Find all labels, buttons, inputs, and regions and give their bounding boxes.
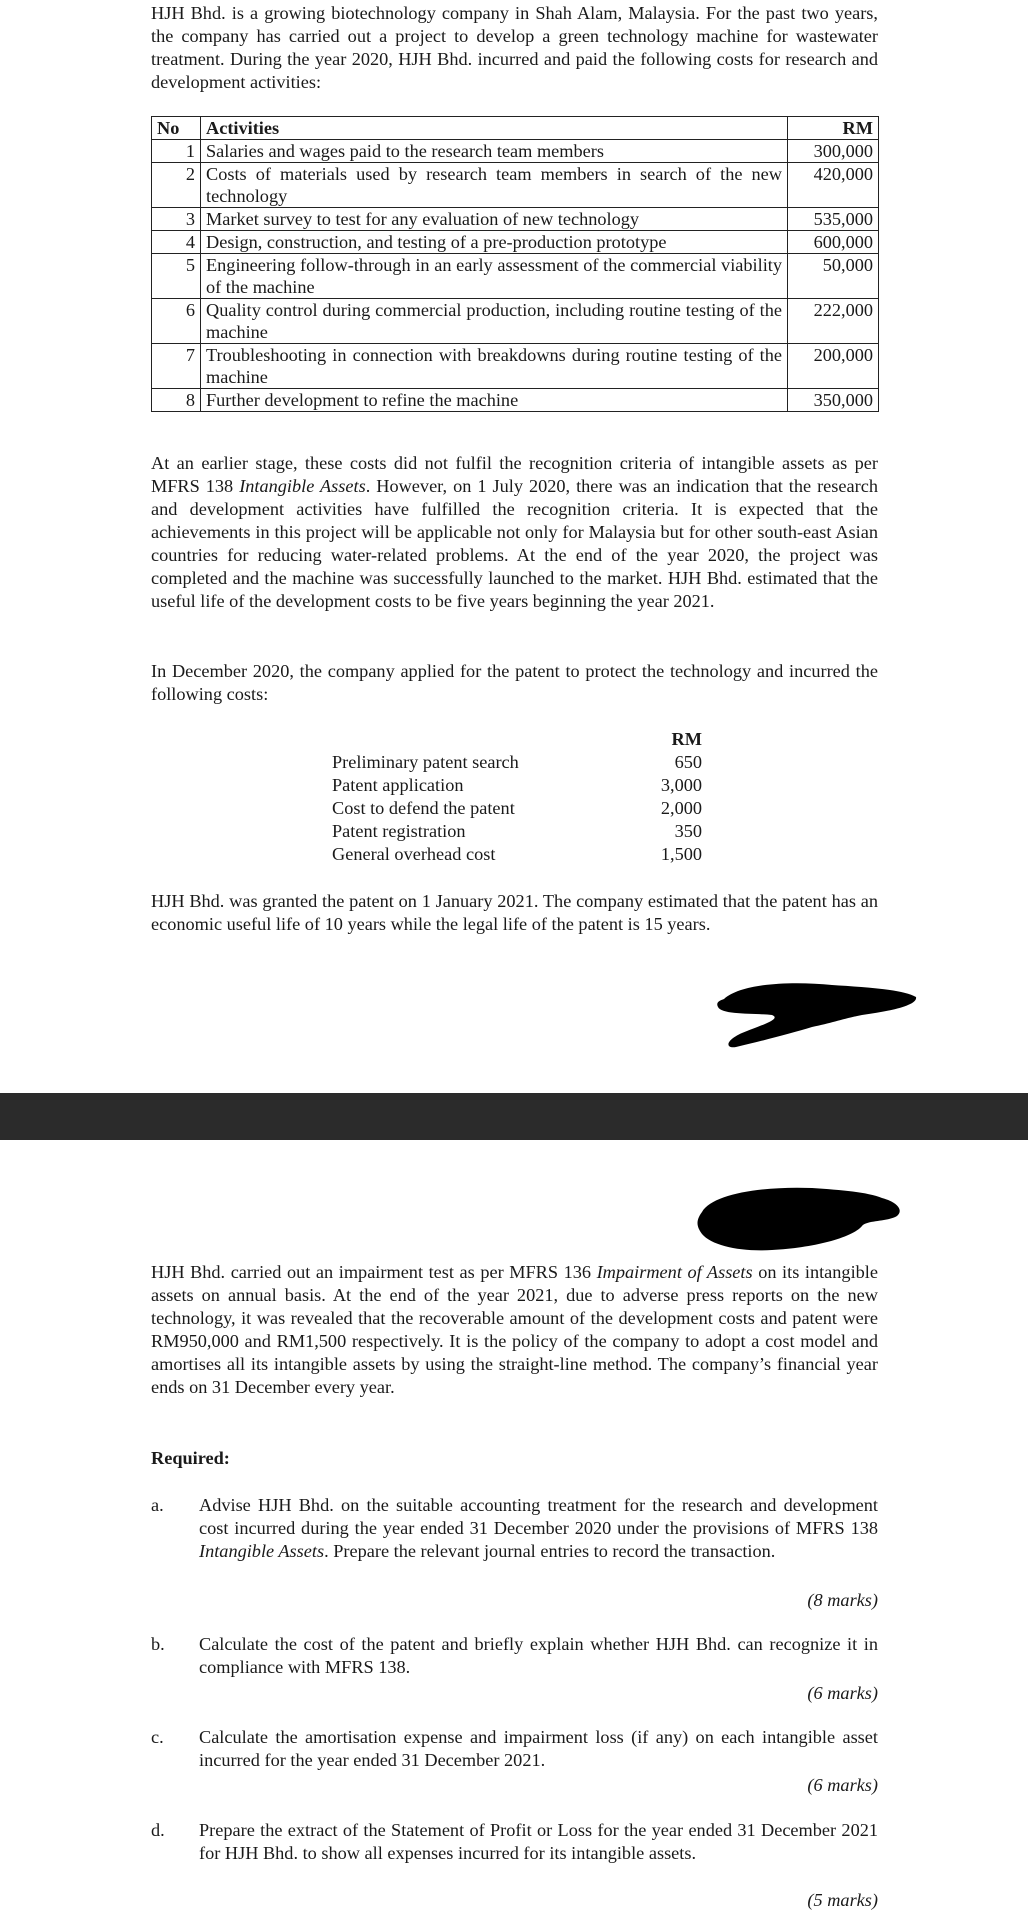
question-label: a.: [151, 1495, 164, 1515]
row-activity: Costs of materials used by research team members in search of the new technology: [201, 163, 788, 208]
question-label: b.: [151, 1634, 165, 1654]
row-activity: Market survey to test for any evaluation of new technology: [201, 208, 788, 231]
recognition-paragraph: At an earlier stage, these costs did not fulfil the recognition criteria of intangible assets as per MFRS 138 Intangible Assets. However, on 1 July 2020, there was an indication that the research and development activities have fulfilled the recognition criteria. It is expected that the achievements in this project will be applicable not only for Malaysia but for other south-east Asian countries for reducing water-related problems. At the end of the year 2020, the project was completed and the machine was successfully launched to the market. HJH Bhd. estimated that the useful life of the development costs to be five years beginning the year 2021.: [151, 453, 878, 611]
required-heading: Required:: [151, 1448, 230, 1468]
row-amount: 350,000: [788, 389, 879, 412]
table-row: [152, 231, 879, 254]
marks-b: (6 marks): [807, 1683, 878, 1703]
impairment-paragraph: HJH Bhd. carried out an impairment test as per MFRS 136 Impairment of Assets on its intangible assets on annual basis. At the end of the year 2021, due to adverse press reports on the new technology, it was revealed that the recoverable amount of the development costs and patent were RM950,000 and RM1,500 respectively. It is the policy of the company to adopt a cost model and amortises all its intangible assets by using the straight-line method. The company’s financial year ends on 31 December every year.: [151, 1262, 878, 1397]
patent-cost-list: [332, 728, 702, 866]
row-amount: 420,000: [788, 163, 879, 208]
row-amount: 50,000: [788, 254, 879, 299]
list-item: [332, 774, 702, 797]
patent-cost-label: Cost to defend the patent: [332, 798, 515, 818]
question-text: Prepare the extract of the Statement of Profit or Loss for the year ended 31 December 2021 for HJH Bhd. to show all expenses incurred for its intangible assets.: [199, 1820, 878, 1863]
row-activity: Engineering follow-through in an early assessment of the commercial viability of the machine: [201, 254, 788, 299]
marks-d: (5 marks): [807, 1890, 878, 1910]
row-amount: 600,000: [788, 231, 879, 254]
header-no: No: [152, 117, 201, 140]
question-label: c.: [151, 1727, 164, 1747]
question-label: d.: [151, 1820, 165, 1840]
list-item: [332, 797, 702, 820]
row-amount: 222,000: [788, 299, 879, 344]
row-no: 4: [152, 231, 201, 254]
patent-intro-paragraph: In December 2020, the company applied for the patent to protect the technology and incurred the following costs:: [151, 661, 878, 704]
patent-cost-label: Patent registration: [332, 821, 466, 841]
list-item: [332, 820, 702, 843]
table-row: [152, 208, 879, 231]
question-text: Advise HJH Bhd. on the suitable accounting treatment for the research and development cost incurred during the year ended 31 December 2020 under the provisions of MFRS 138 Intangible Assets. Prepare the relevant journal entries to record the transaction.: [199, 1495, 878, 1561]
table-row: [152, 140, 879, 163]
row-amount: 535,000: [788, 208, 879, 231]
header-rm: RM: [788, 117, 879, 140]
intro-paragraph: HJH Bhd. is a growing biotechnology company in Shah Alam, Malaysia. For the past two years, the company has carried out a project to develop a green technology machine for wastewater treatment. During the year 2020, HJH Bhd. incurred and paid the following costs for research and development activities:: [151, 3, 878, 92]
question-text: Calculate the amortisation expense and impairment loss (if any) on each intangible asset incurred for the year ended 31 December 2021.: [199, 1727, 878, 1770]
redaction-mark-bottom: [692, 1182, 907, 1257]
table-row: [152, 163, 879, 208]
row-activity: Quality control during commercial production, including routine testing of the machine: [201, 299, 788, 344]
patent-cost-amount: 2,000: [660, 798, 702, 818]
patent-cost-amount: 650: [674, 752, 702, 772]
standard-title: Impairment of Assets: [596, 1262, 753, 1282]
row-no: 3: [152, 208, 201, 231]
row-activity: Salaries and wages paid to the research team members: [201, 140, 788, 163]
table-row: [152, 299, 879, 344]
question-text: Calculate the cost of the patent and briefly explain whether HJH Bhd. can recognize it in compliance with MFRS 138.: [199, 1634, 878, 1677]
row-no: 6: [152, 299, 201, 344]
table-row: [152, 344, 879, 389]
list-item: [332, 843, 702, 866]
row-no: 5: [152, 254, 201, 299]
patent-cost-amount: 1,500: [660, 844, 702, 864]
marks-a: (8 marks): [807, 1590, 878, 1610]
row-amount: 200,000: [788, 344, 879, 389]
row-no: 1: [152, 140, 201, 163]
patent-cost-label: Patent application: [332, 775, 464, 795]
row-activity: Troubleshooting in connection with breakdowns during routine testing of the machine: [201, 344, 788, 389]
patent-cost-header: RM: [671, 729, 702, 749]
table-header-row: [152, 117, 879, 140]
page-separator-band: [0, 1093, 1028, 1140]
patent-cost-label: General overhead cost: [332, 844, 496, 864]
patent-grant-paragraph: HJH Bhd. was granted the patent on 1 January 2021. The company estimated that the patent has an economic useful life of 10 years while the legal life of the patent is 15 years.: [151, 891, 878, 934]
standard-title: Intangible Assets: [239, 476, 366, 496]
table-row: [152, 389, 879, 412]
rd-cost-table: [151, 116, 879, 412]
row-no: 2: [152, 163, 201, 208]
patent-cost-label: Preliminary patent search: [332, 752, 519, 772]
patent-cost-amount: 350: [674, 821, 702, 841]
row-activity: Design, construction, and testing of a pre-production prototype: [201, 231, 788, 254]
marks-c: (6 marks): [807, 1775, 878, 1795]
row-amount: 300,000: [788, 140, 879, 163]
row-no: 7: [152, 344, 201, 389]
list-item: [332, 751, 702, 774]
row-activity: Further development to refine the machine: [201, 389, 788, 412]
table-row: [152, 254, 879, 299]
redaction-mark-top: [712, 975, 922, 1055]
patent-cost-amount: 3,000: [660, 775, 702, 795]
header-activities: Activities: [201, 117, 788, 140]
row-no: 8: [152, 389, 201, 412]
